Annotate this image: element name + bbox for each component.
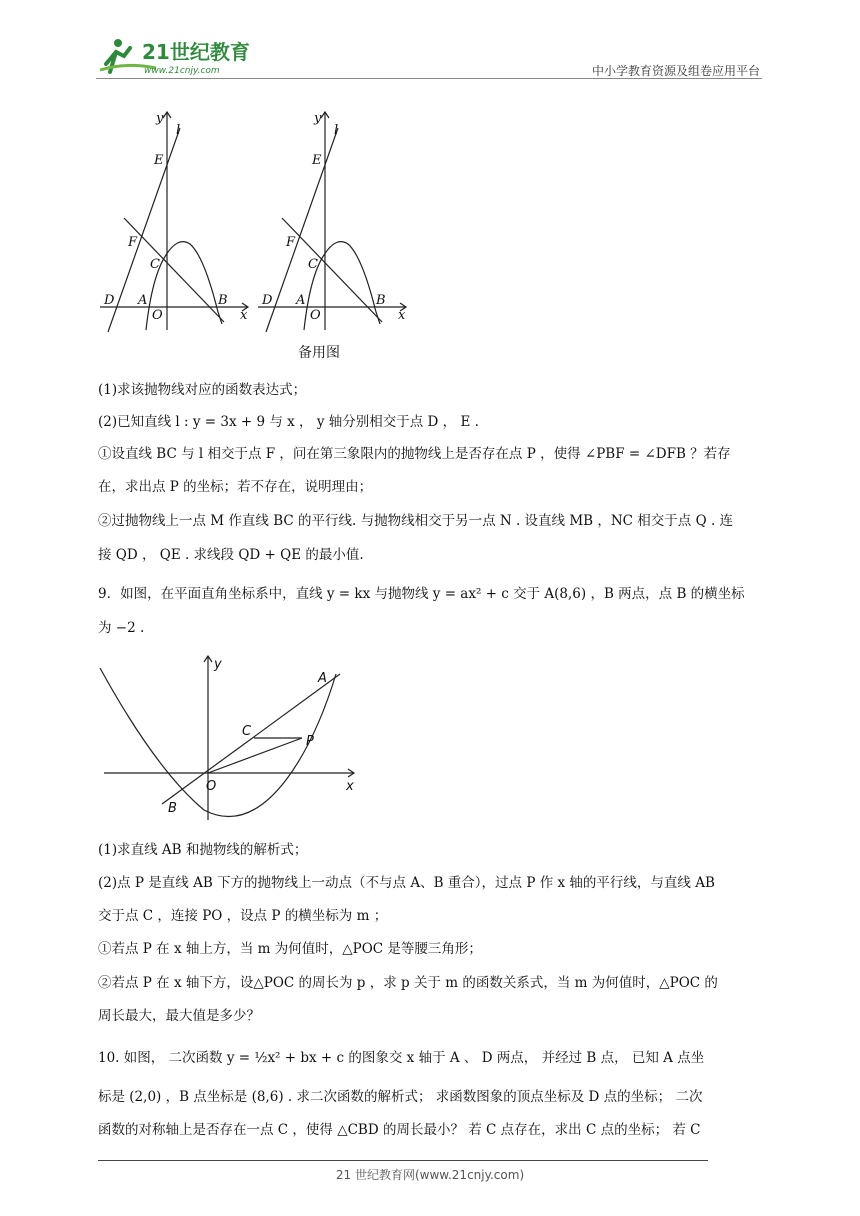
q9-part1: (1)求直线 AB 和抛物线的解析式； (98, 842, 308, 858)
q9-part2-2-line1: ②若点 P 在 x 轴下方，设△POC 的周长为 p ，求 p 关于 m 的函数关系式，当 m 为何值时，△POC 的 (98, 975, 718, 991)
label-E: E (154, 153, 164, 168)
label-C: C (242, 724, 252, 739)
site-name: 中小学教育资源及组卷应用平台 (591, 64, 760, 78)
label-x: x (346, 779, 354, 794)
label-D: D (104, 293, 115, 308)
q8-part2-2-line2: 接 QD ， QE . 求线段 QD + QE 的最小值. (98, 547, 364, 563)
q8-part2-1-line2: 在，求出点 P 的坐标；若不存在，说明理由； (98, 479, 373, 495)
header-divider (96, 78, 762, 79)
q9-part2-line1: (2)点 P 是直线 AB 下方的抛物线上一动点（不与点 A、B 重合），过点 P 作 x 轴的平行线，与直线 AB (98, 875, 715, 891)
q8-part2-1-line1: ①设直线 BC 与 l 相交于点 F ，问在第三象限内的抛物线上是否存在点 P ，使得 ∠PBF = ∠DFB ？若存 (98, 446, 731, 462)
site-logo (96, 34, 256, 76)
label-F: F (286, 235, 296, 250)
logo-text: 21世纪教育 (142, 40, 250, 64)
label-l: l (176, 123, 181, 138)
q10-line2: 标是 (2,0) ，B 点坐标是 (8,6) . 求二次函数的解析式； 求函数图象的顶点坐标及 D 点的坐标； 二次 (98, 1089, 703, 1105)
label-C: C (150, 257, 160, 272)
q8-figure (96, 100, 426, 340)
label-A: A (318, 671, 327, 686)
label-y: y (156, 111, 164, 126)
q9-part2-1: ①若点 P 在 x 轴上方，当 m 为何值时，△POC 是等腰三角形； (98, 941, 482, 957)
q8-part2: (2)已知直线 l : y = 3x + 9 与 x ， y 轴分别相交于点 D ， E . (98, 414, 479, 430)
page-footer: 21 世纪教育网(www.21cnjy.com) (335, 1168, 525, 1182)
label-D: D (262, 293, 273, 308)
figure-caption: 备用图 (298, 345, 340, 361)
label-B: B (376, 293, 386, 308)
label-l: l (334, 123, 339, 138)
label-x: x (398, 308, 406, 323)
label-A: A (296, 293, 306, 308)
label-B: B (218, 293, 228, 308)
q10-line1: 10. 如图， 二次函数 y = ½x² + bx + c 的图象交 x 轴于 A 、 D 两点， 并经过 B 点， 已知 A 点坐 (98, 1050, 705, 1066)
footer-divider (98, 1160, 708, 1161)
q10-line3: 函数的对称轴上是否存在一点 C ，使得 △CBD 的周长最小？ 若 C 点存在，求出 C 点的坐标； 若 C (98, 1122, 701, 1138)
page-header (96, 30, 762, 80)
label-y: y (214, 657, 222, 672)
q9-figure (96, 650, 366, 835)
logo-url: www.21cnjy.com (144, 66, 220, 76)
label-E: E (312, 153, 322, 168)
q8-part2-2-line1: ②过抛物线上一点 M 作直线 BC 的平行线. 与抛物线相交于另一点 N . 设直线 MB ，NC 相交于点 Q . 连 (98, 513, 734, 529)
label-B: B (168, 801, 177, 816)
q9-part2-line2: 交于点 C ，连接 PO ，设点 P 的横坐标为 m ； (98, 908, 388, 924)
label-O: O (206, 779, 217, 794)
diagram-spare (258, 111, 406, 332)
label-O: O (310, 308, 321, 323)
q9-figure-lines (100, 656, 354, 820)
q9-stem-line1: 9．如图，在平面直角坐标系中，直线 y = kx 与抛物线 y = ax² + c 交于 A(8,6) ，B 两点，点 B 的横坐标 (98, 586, 745, 602)
q8-part1: (1)求该抛物线对应的函数表达式； (98, 382, 307, 398)
label-F: F (128, 235, 138, 250)
q9-stem-line2: 为 −2 . (98, 620, 145, 636)
label-y: y (314, 111, 322, 126)
diagram-main-labels (103, 111, 248, 323)
q9-figure-labels (168, 657, 354, 816)
q9-part2-2-line2: 周长最大，最大值是多少？ (98, 1008, 260, 1024)
label-O: O (152, 308, 163, 323)
label-P: P (306, 734, 314, 749)
label-C: C (308, 257, 318, 272)
label-A: A (138, 293, 148, 308)
label-x: x (240, 308, 248, 323)
